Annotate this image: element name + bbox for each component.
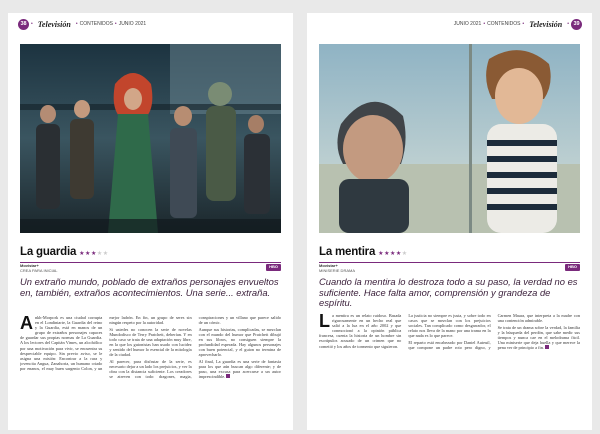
brand-name: Televisión (37, 19, 71, 29)
show-photo (319, 44, 580, 233)
separator-icon: • (483, 21, 486, 27)
article-body (319, 313, 580, 423)
right-page (307, 13, 592, 430)
brand-name: Televisión (529, 19, 563, 29)
body-paragraph (199, 359, 281, 379)
section-label: CONTENIDOS (487, 21, 521, 27)
article-body (20, 315, 281, 425)
star-icon: ★ (389, 251, 396, 257)
page-header (454, 18, 582, 30)
body-paragraph: a mentira es un relato ruidoso. Basada rigurosamente en un hecho real que salió a la luz en el año 2002 y que conmocionó a la opinión pública francesa, cuenta la historia de un hombre sin escrúpulos acusado de un crimen que no cometió y los años de tormento que siguieron. (319, 313, 402, 349)
article-lead: Cuando la mentira lo destroza todo a su paso, la verdad no es suficiente. Hace falta amor, comprensión y grandeza de espíritu. (319, 276, 578, 309)
separator-icon: • (31, 21, 33, 27)
issue-date: JUNIO 2021 (453, 21, 482, 27)
drop-cap: L (319, 313, 330, 331)
star-icon: ★ (96, 251, 103, 257)
article-title: La mentira (319, 246, 376, 258)
star-icon: ★ (85, 251, 91, 257)
platform-label: Movistar+ (20, 263, 39, 268)
star-icon: ★ (378, 251, 385, 257)
article-title-row (319, 246, 580, 260)
genre-label: MINISERIE DRAMA (319, 267, 356, 273)
body-text: Al final, La guardia es una serie de fantasía para los que aún buscan algo diferente; y de paso, una excusa para acercarse a un autor imprescindible. (198, 358, 281, 380)
body-paragraph (498, 325, 580, 350)
body-paragraph: El reparto está encabezado por Daniel Auteuil, que compone un padre roto pero digno, y Carmen Maura, que interpreta a la madre con una contención admirable. (408, 313, 580, 351)
rating-stars (378, 250, 407, 257)
left-page (8, 13, 293, 430)
article-meta (319, 264, 580, 274)
article-title-row (20, 246, 281, 260)
body-paragraph: nkh-Morpork es una ciudad corrupta en el Londiniarte, la Guardia del reino y la Guardia, está en manos de un grupo de extraños personajes capaces de guardar sus propias normas de La Guardia. A los lectores del Capitán Vimes, un alcohólico por una motivación para vivir, se encuentra su despreciable equipo. Sin previo aviso, se le asigna una misión: Encontrar a la rara y jovencita Angua, Zanahoria, un humano criado por enanos, el muy buen sargento Colon, y un mejor ladrón. En fin, un grupo de seres sin ningún respeto por la autoridad. (20, 315, 192, 371)
platform-label: Movistar+ (319, 263, 338, 268)
star-icon: ★ (384, 251, 390, 257)
body-paragraph: Si ustedes no conocen la serie de novelas Mundodisco de Terry Pratchett, deberían. Y en todo caso se trata de una adaptación muy libre, en la que los guionistas han usado con lucidez y sentido del humor lo esencial de la mitología de la ciudad. (109, 326, 192, 358)
genre-label: CREA PARA INICIAL (20, 267, 58, 273)
divider (20, 262, 281, 263)
show-photo (20, 44, 281, 233)
article-title: La guardia (20, 246, 77, 258)
drop-cap: A (20, 315, 33, 333)
issue-date: JUNIO 2021 (118, 21, 147, 27)
body-paragraph: Al parecer, para disfrutar de la serie, es necesario dejar a un lado los prejuicios, y ver la obra con la distancia suficiente. Los creadores se atreven con todo: dragones, magia, conspiraciones y un villano que parece salido de un cómic. (109, 315, 281, 380)
page-header (18, 18, 146, 30)
article-lead: Un extraño mundo, poblado de extraños personajes envueltos en, también, extraños acontecimientos. Una serie... extraña. (20, 276, 279, 298)
network-tag: HBO (266, 264, 281, 271)
body-paragraph: Aunque sus historias, complicadas, se mezclan con el mundo del humor que Pratchett dibujó en sus libros, no consiguen siempre la profundidad esperada. Hay algunos personajes con buen potencial, y el guion no termina de aprovecharlo. (198, 326, 281, 358)
body-paragraph: La justicia no siempre es justa, y sobre todo en casos que se mezclan con los prejuicios sociales. Tan complicado como desgarrador, el relato nos lleva de la mano por una trama en la que nada es lo que parece. (408, 313, 491, 339)
section-label: CONTENIDOS (79, 21, 113, 27)
end-mark-icon (226, 374, 230, 378)
end-mark-icon (545, 345, 549, 349)
separator-icon: • (522, 21, 525, 27)
star-icon: ★ (401, 251, 408, 257)
actors-photo-illustration (319, 44, 580, 233)
separator-icon: • (114, 21, 117, 27)
separator-icon: • (75, 21, 78, 27)
divider (319, 262, 580, 263)
separator-icon: • (567, 21, 569, 27)
rating-stars (79, 250, 108, 257)
cast-photo-illustration (20, 44, 281, 233)
page-number: 38 (18, 19, 29, 30)
network-tag: HBO (565, 264, 580, 271)
body-text: Se trata de un drama sobre la verdad, la familia y la búsqueda del perdón, que sabe medir sus tiempos y nunca cae en el melodrama fácil. Una miniserie que deja huella y que merece la pena ver de principio a fin. (497, 324, 580, 351)
article-meta (20, 264, 281, 274)
star-icon: ★ (90, 251, 97, 257)
page-number: 39 (571, 19, 582, 30)
star-icon: ★ (395, 251, 402, 257)
star-icon: ★ (79, 251, 86, 257)
star-icon: ★ (102, 251, 109, 257)
